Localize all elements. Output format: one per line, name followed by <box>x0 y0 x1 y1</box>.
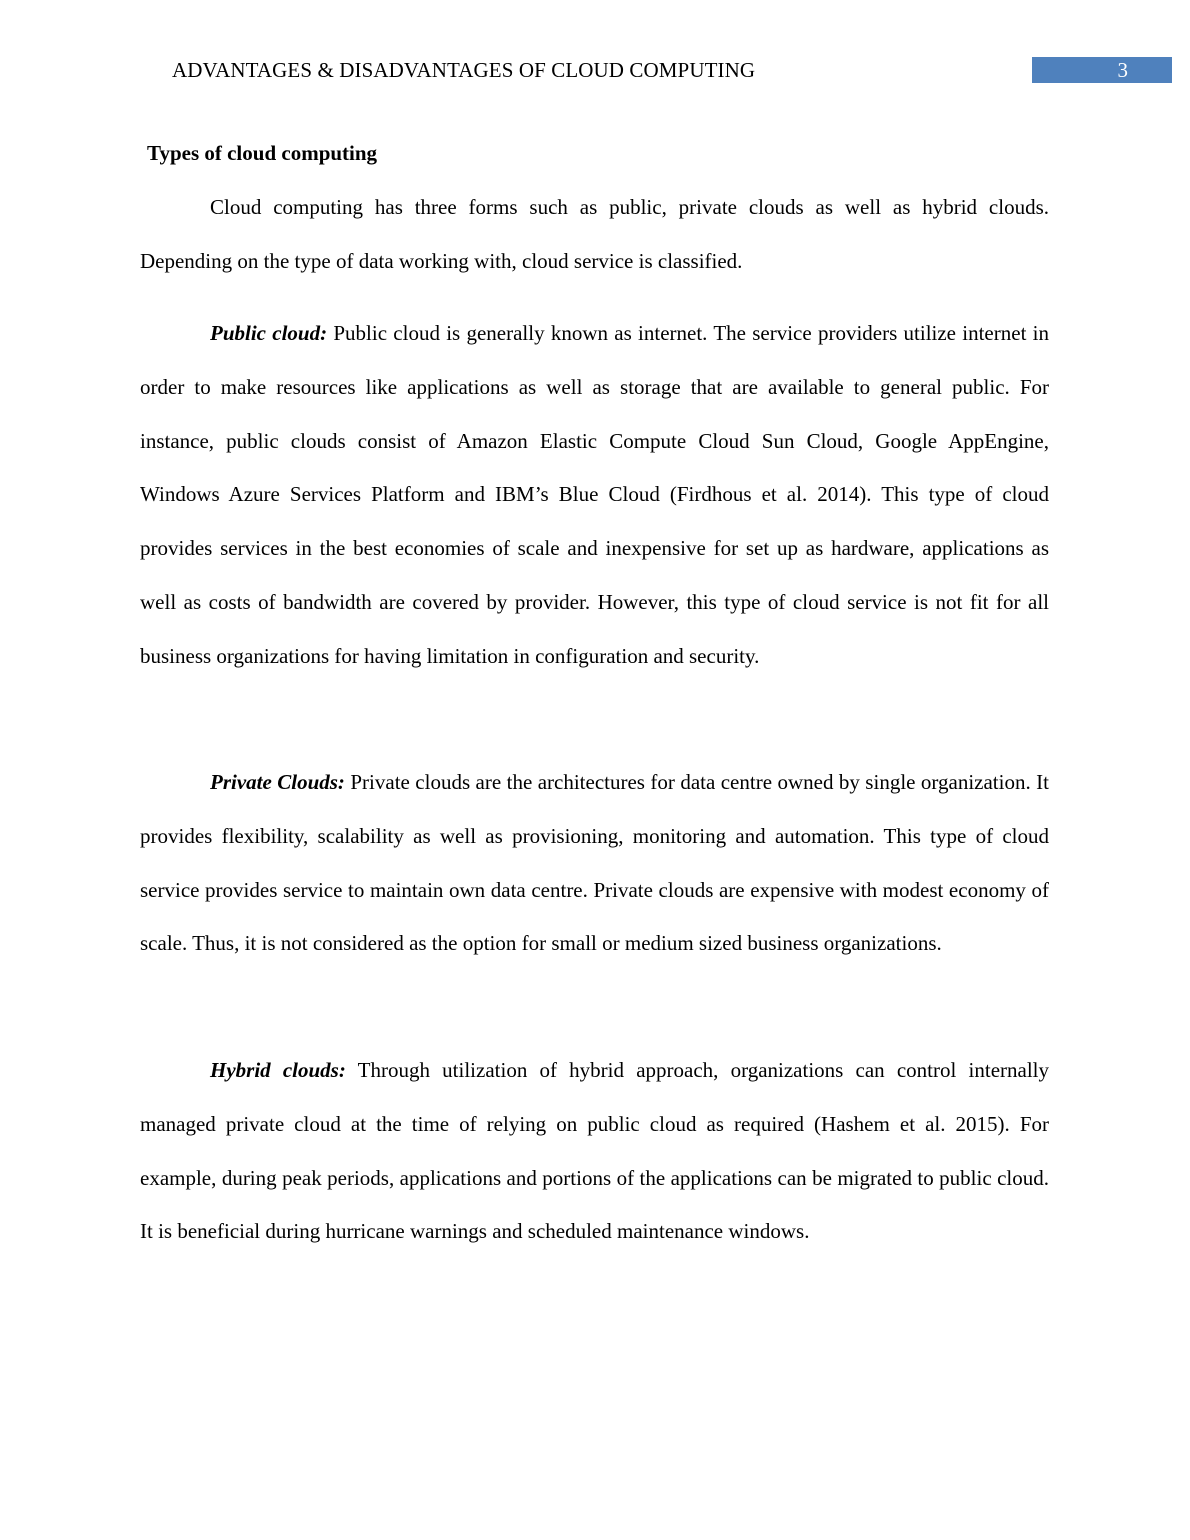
hybrid-clouds-text: Through utilization of hybrid approach, organizations can control internally managed private cloud at the time of relying on public cloud as required (Hashem et al. 2015). For example, during peak periods, applications and portions of the applications can be migrated to public cloud. It is beneficial during hurricane warnings and scheduled maintenance windows. <box>140 1058 1049 1244</box>
public-cloud-text: Public cloud is generally known as internet. The service providers utilize internet in order to make resources like applications as well as storage that are available to general public. For instance, public clouds consist of Amazon Elastic Compute Cloud Sun Cloud, Google AppEngine, Windows Azure Services Platform and IBM’s Blue Cloud (Firdhous et al. 2014). This type of cloud provides services in the best economies of scale and inexpensive for set up as hardware, applications as well as costs of bandwidth are covered by provider. However, this type of cloud service is not fit for all business organizations for having limitation in configuration and security. <box>140 321 1050 668</box>
private-clouds-text: Private clouds are the architectures for data centre owned by single organization. It provides flexibility, scalability as well as provisioning, monitoring and automation. This type of cloud service provides service to maintain own data centre. Private clouds are expensive with modest economy of scale. Thus, it is not considered as the option for small or medium sized business organizations. <box>140 770 1049 956</box>
public-cloud-term: Public cloud: <box>210 321 328 345</box>
page-number-badge <box>1032 57 1172 83</box>
hybrid-clouds-paragraph <box>140 1044 1049 1259</box>
private-clouds-term: Private Clouds: <box>210 770 345 794</box>
section-heading: Types of cloud computing <box>147 141 378 165</box>
private-clouds-paragraph <box>140 756 1049 971</box>
hybrid-clouds-term: Hybrid clouds: <box>210 1058 346 1082</box>
public-cloud-paragraph <box>140 307 1049 684</box>
running-header-title: ADVANTAGES & DISADVANTAGES OF CLOUD COMPUTING <box>172 58 756 82</box>
intro-paragraph: Cloud computing has three forms such as public, private clouds as well as hybrid clouds. Depending on the type of data working with, cloud service is classified. <box>140 195 1049 273</box>
page-number: 3 <box>1117 58 1128 82</box>
